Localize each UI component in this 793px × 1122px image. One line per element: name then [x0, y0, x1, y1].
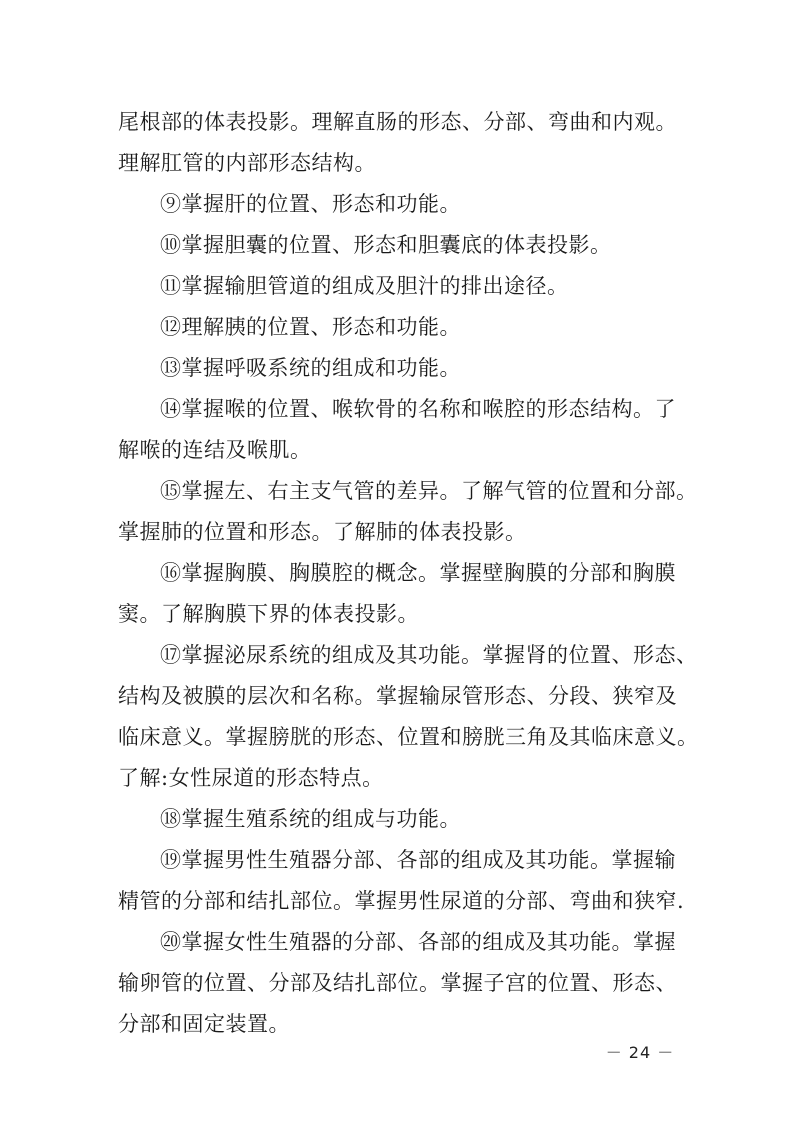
- text-line: 分部和固定装置。: [118, 1012, 290, 1036]
- text-line: 掌握肺的位置和形态。了解肺的体表投影。: [118, 520, 527, 544]
- text-line: 解喉的连结及喉肌。: [118, 438, 312, 462]
- text-line: ⑫理解胰的位置、形态和功能。: [160, 315, 461, 339]
- text-line: ⑪掌握输胆管道的组成及胆汁的排出途径。: [160, 274, 569, 298]
- text-line: ⑲掌握男性生殖器分部、各部的组成及其功能。掌握输: [160, 848, 676, 872]
- page-number: － 24 －: [605, 1043, 675, 1062]
- text-line: ⑰掌握泌尿系统的组成及其功能。掌握肾的位置、形态、: [160, 643, 698, 667]
- text-line: 输卵管的位置、分部及结扎部位。掌握子宫的位置、形态、: [118, 971, 677, 995]
- text-line: 窦。了解胸膜下界的体表投影。: [118, 602, 419, 626]
- text-line: ⑮掌握左、右主支气管的差异。了解气管的位置和分部。: [160, 479, 698, 503]
- text-line: ⑨掌握肝的位置、形态和功能。: [160, 192, 461, 216]
- text-line: 临床意义。掌握膀胱的形态、位置和膀胱三角及其临床意义。: [118, 725, 699, 749]
- text-line: ⑬掌握呼吸系统的组成和功能。: [160, 356, 461, 380]
- text-line: 结构及被膜的层次和名称。掌握输尿管形态、分段、狭窄及: [118, 684, 677, 708]
- text-line: 了解:女性尿道的形态特点。: [118, 766, 384, 790]
- text-line: ⑩掌握胆囊的位置、形态和胆囊底的体表投影。: [160, 233, 612, 257]
- text-line: 精管的分部和结扎部位。掌握男性尿道的分部、弯曲和狭窄.: [118, 889, 685, 913]
- text-line: ⑳掌握女性生殖器的分部、各部的组成及其功能。掌握: [160, 930, 676, 954]
- text-line: ⑯掌握胸膜、胸膜腔的概念。掌握壁胸膜的分部和胸膜: [160, 561, 676, 585]
- document-body: [118, 102, 699, 1045]
- text-line: 理解肛管的内部形态结构。: [118, 151, 376, 175]
- text-line: 尾根部的体表投影。理解直肠的形态、分部、弯曲和内观。: [118, 110, 677, 134]
- text-line: ⑱掌握生殖系统的组成与功能。: [160, 807, 461, 831]
- text-line: ⑭掌握喉的位置、喉软骨的名称和喉腔的形态结构。了: [160, 397, 676, 421]
